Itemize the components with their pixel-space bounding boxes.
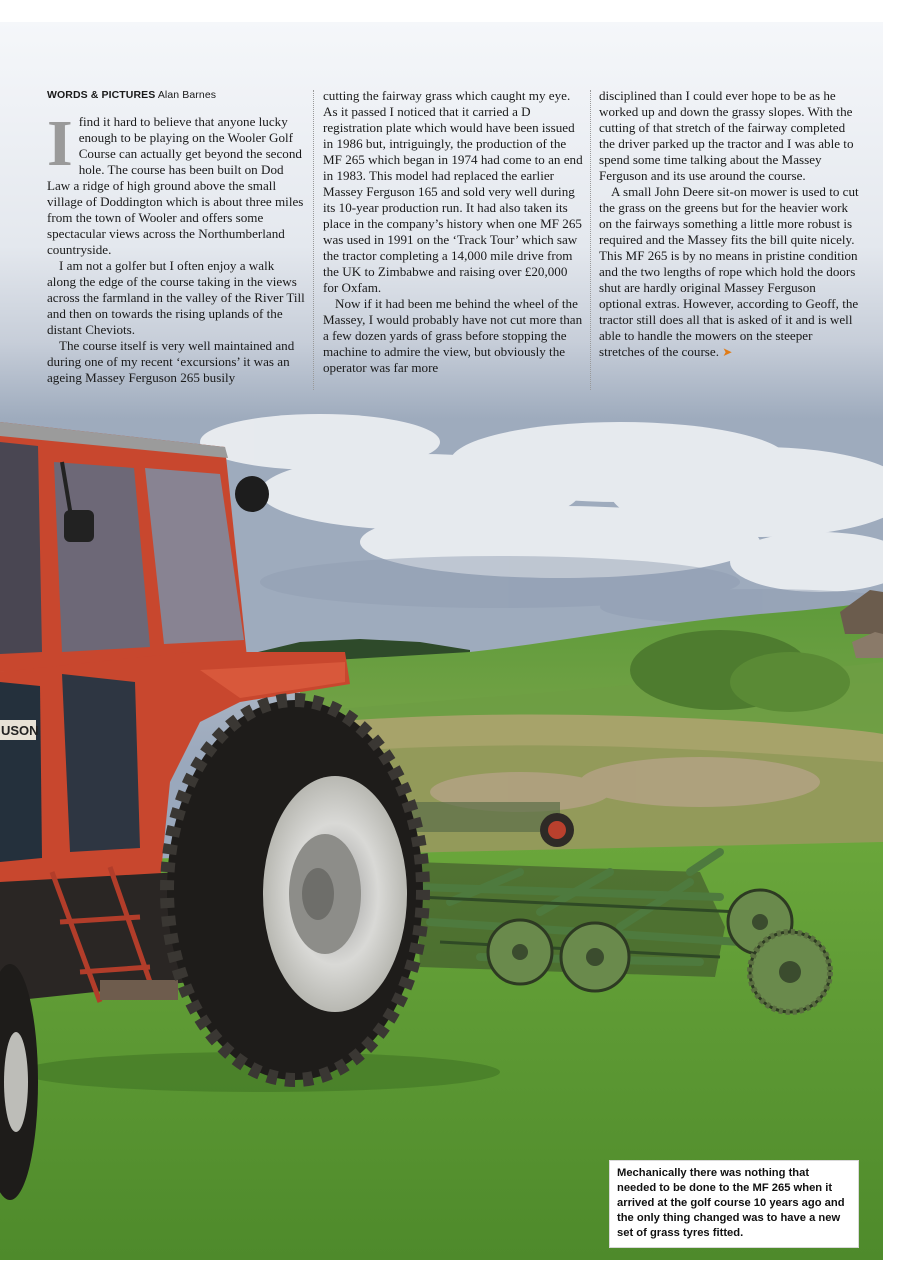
plate-text: USON [1,723,39,738]
magazine-page [0,22,883,1260]
article-column-3 [599,88,861,360]
col3-paragraph-2: A small John Deere sit-on mower is used to cut the grass on the greens but for the heavier work on the fairways something a little more robust is required and the Massey fits the bill quite nicely. This MF 265 is by no means in pristine condition and the two lengths of rope which hold the doors shut are hardly original Massey Ferguson optional extras. However, according to Geoff, the tractor still does all that is asked of it and is well able to handle the mowers on the steeper stretches of the course. [599,184,859,359]
article-column-1 [47,88,305,386]
column-rule-2 [590,90,591,390]
byline-author: Alan Barnes [157,89,217,101]
col1-paragraph-3: The course itself is very well maintained and during one of my recent ‘excursions’ it was an ageing Massey Ferguson 265 busily [47,338,295,385]
col2-paragraph-1: cutting the fairway grass which caught my eye. As it passed I noticed that it carried a D registration plate which would have been issued in 1986 but, intriguingly, the production of the MF 265 which began in 1974 had come to an end in 1983. This model had replaced the earlier Massey Ferguson 165 and sold very well during its 10-year production run. It had also taken its place in the company’s history when one MF 265 was used in 1991 on the ‘Track Tour’ which saw the tractor completing a 14,000 mile drive from the UK to Zimbabwe and raising over £20,000 for Oxfam. [323,88,583,295]
column-rule-1 [313,90,314,390]
col3-paragraph-1: disciplined than I could ever hope to be as he worked up and down the grassy slopes. With the cutting of that stretch of the fairway completed the driver parked up the tractor and I was able to spend some time talking about the Massey Ferguson and its use around the course. [599,88,854,183]
end-mark-icon: ➤ [722,345,733,359]
photo-caption: Mechanically there was nothing that needed to be done to the MF 265 when it arrived at the golf course 10 years ago and the only thing changed was to have a new set of grass tyres fitted. [609,1160,859,1248]
col1-paragraph-2: I am not a golfer but I often enjoy a walk along the edge of the course taking in the views across the farmland in the valley of the River Till and then on towards the rising uplands of the distant Cheviots. [47,258,305,337]
col2-paragraph-2: Now if it had been me behind the wheel of the Massey, I would probably have not cut more than a few dozen yards of grass before stopping the machine to admire the view, but obviously the operator was far more [323,296,583,375]
drop-cap: I [47,107,73,180]
byline [47,88,305,102]
byline-label: WORDS & PICTURES [47,89,156,101]
article-column-2 [323,88,583,376]
col1-paragraph-1: find it hard to believe that anyone lucky enough to be playing on the Wooler Golf Course can actually get beyond the second hole. The course has been built on Dod Law a ridge of high ground above the small village of Doddington which is about three miles from the town of Wooler and offers some spectacular views across the Northumberland countryside. [47,114,304,257]
